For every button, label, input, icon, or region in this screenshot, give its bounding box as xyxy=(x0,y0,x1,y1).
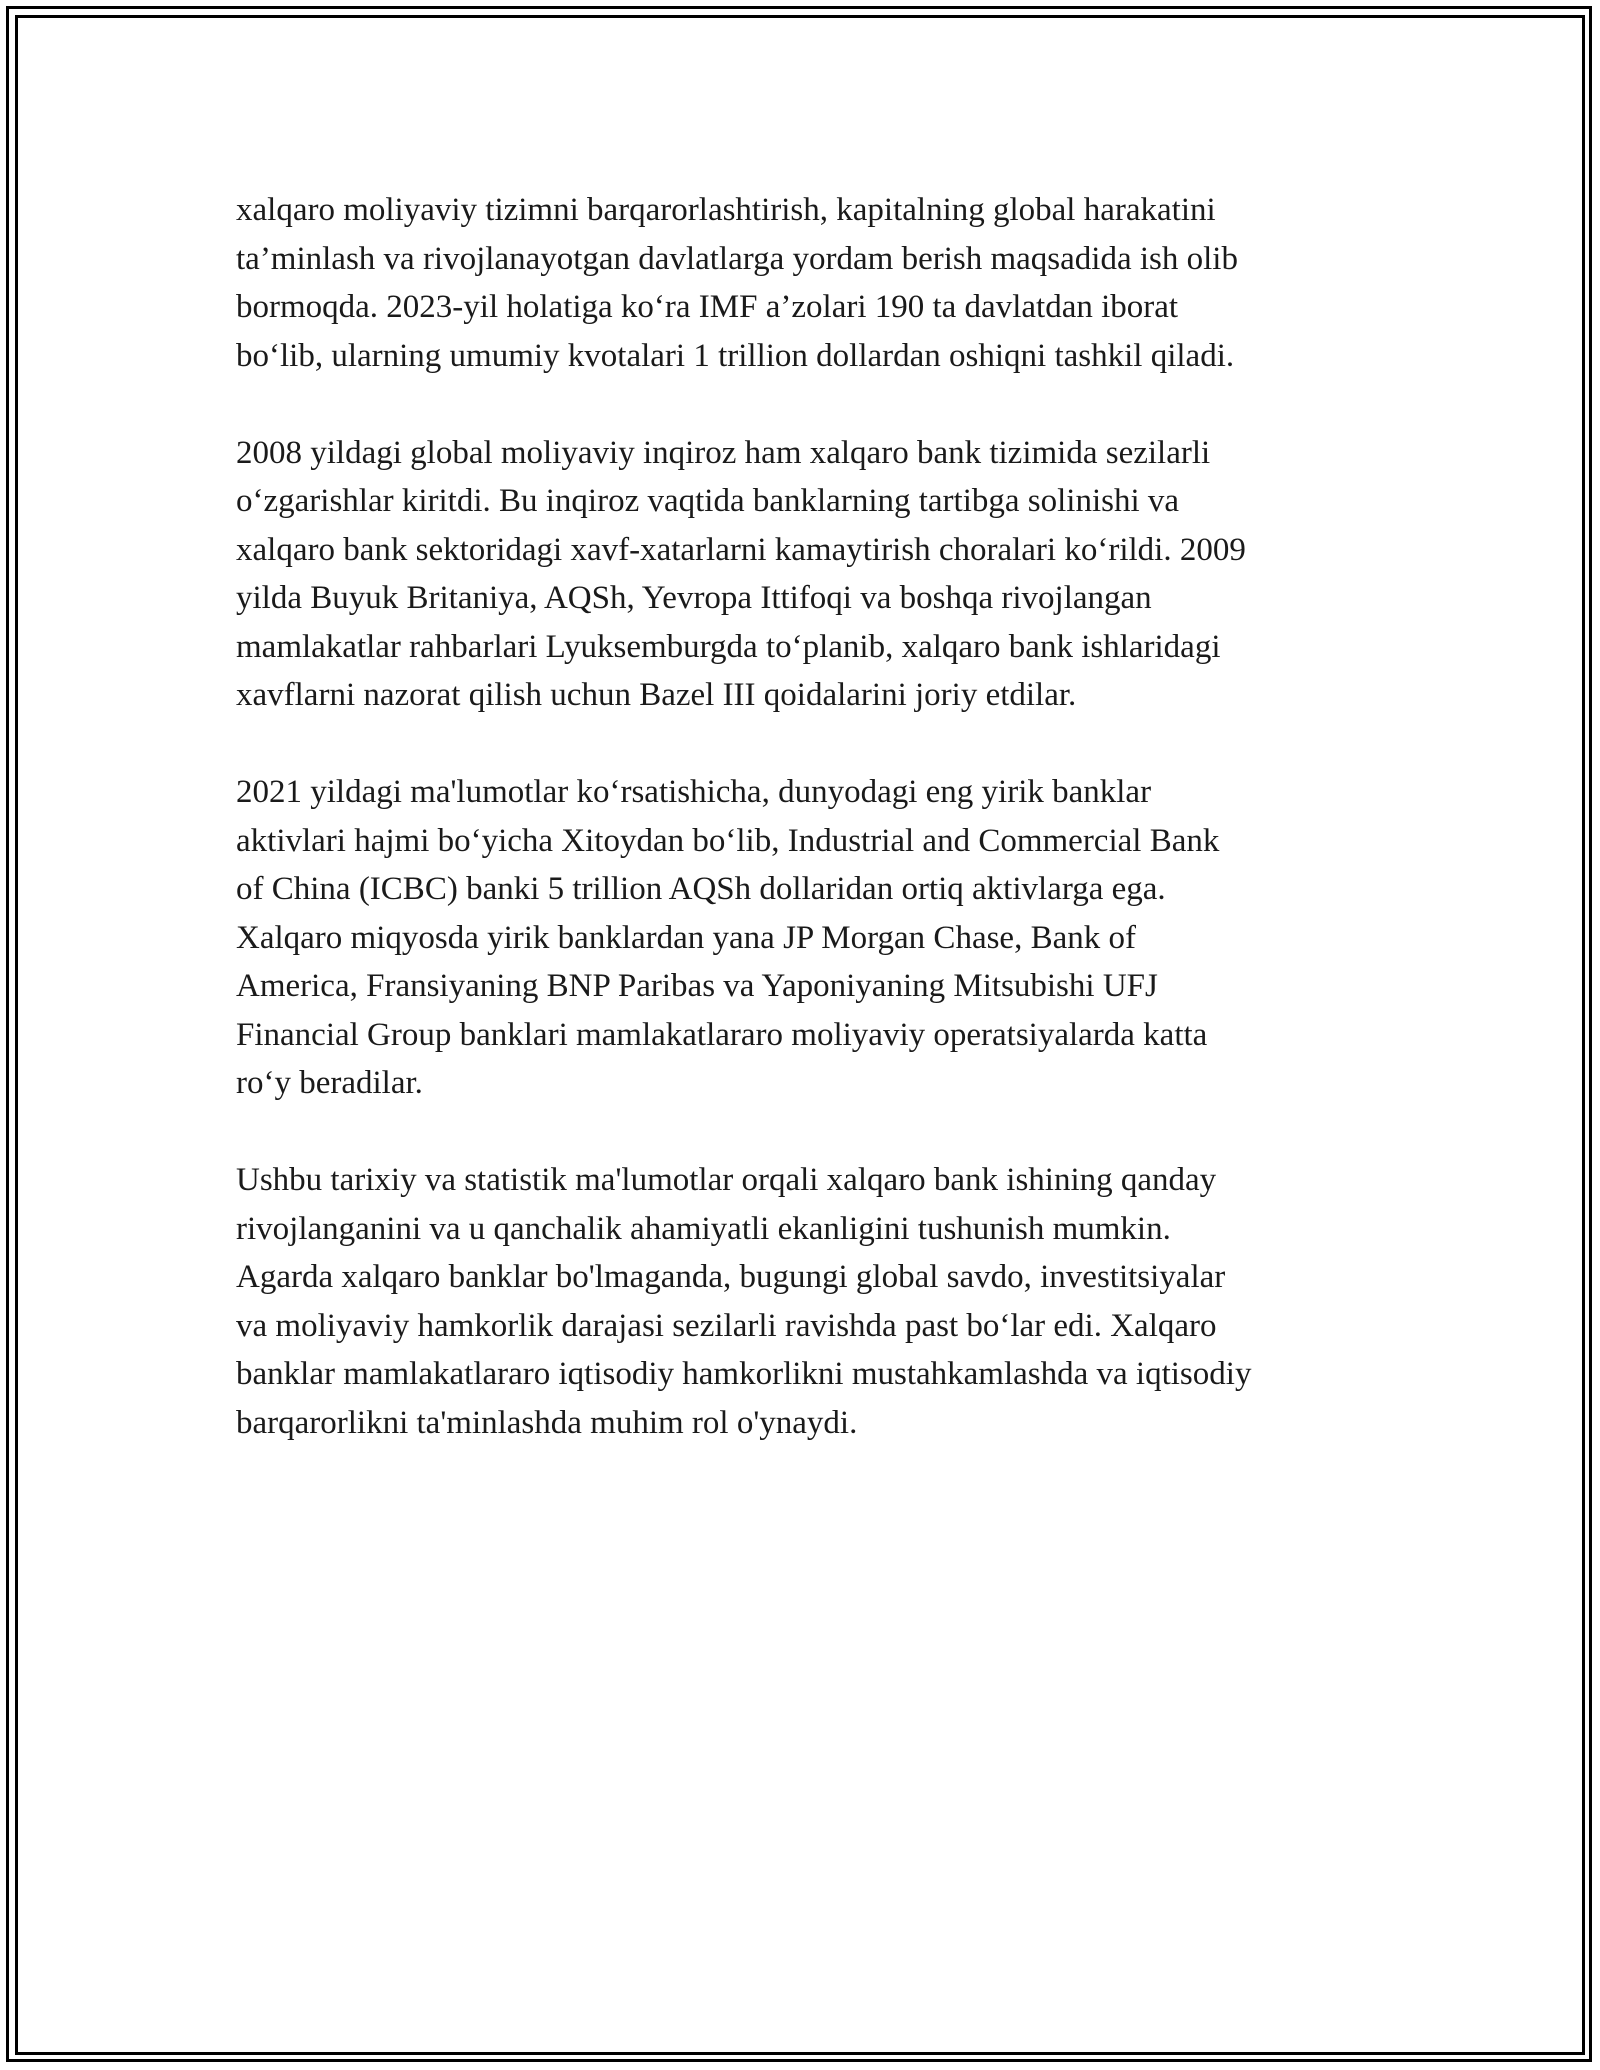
paragraph-conclusion: Ushbu tarixiy va statistik ma'lumotlar orqali xalqaro bank ishining qanday rivojlanganini va u qanchalik ahamiyatli ekanligini tushunish mumkin. Agarda xalqaro banklar bo'lmaganda, bugungi global savdo, investitsiyalar va moliyaviy hamkorlik darajasi sezilarli ravishda past bo‘lar edi. Xalqaro banklar mamlakatlararo iqtisodiy hamkorlikni mustahkamlashda va iqtisodiy barqarorlikni ta'minlashda muhim rol o'ynaydi. xyxy=(236,1162,1252,1441)
paragraph-financial-crisis: 2008 yildagi global moliyaviy inqiroz ham xalqaro bank tizimida sezilarli o‘zgarishlar kiritdi. Bu inqiroz vaqtida banklarning tartibga solinishi va xalqaro bank sektoridagi xavf-xatarlarni kamaytirish choralari ko‘rildi. 2009 yilda Buyuk Britaniya, AQSh, Yevropa Ittifoqi va boshqa rivojlangan mamlakatlar rahbarlari Lyuksemburgda to‘planib, xalqaro bank ishlaridagi xavflarni nazorat qilish uchun Bazel III qoidalarini joriy etdilar. xyxy=(236,434,1246,713)
paragraph-imf: xalqaro moliyaviy tizimni barqarorlashtirish, kapitalning global harakatini ta’minlash va rivojlanayotgan davlatlarga yordam berish maqsadida ish olib bormoqda. 2023-yil holatiga ko‘ra IMF a’zolari 190 ta davlatdan iborat bo‘lib, ularning umumiy kvotalari 1 trillion dollardan oshiqni tashkil qiladi. xyxy=(236,192,1238,374)
document-body xyxy=(236,186,1376,1496)
paragraph-largest-banks: 2021 yildagi ma'lumotlar ko‘rsatishicha, dunyodagi eng yirik banklar aktivlari hajmi bo‘yicha Xitoydan bo‘lib, Industrial and Commercial Bank of China (ICBC) banki 5 trillion AQSh dollaridan ortiq aktivlarga ega. Xalqaro miqyosda yirik banklardan yana JP Morgan Chase, Bank of America, Fransiyaning BNP Paribas va Yaponiyaning Mitsubishi UFJ Financial Group banklari mamlakatlararo moliyaviy operatsiyalarda katta ro‘y beradilar. xyxy=(236,774,1220,1101)
